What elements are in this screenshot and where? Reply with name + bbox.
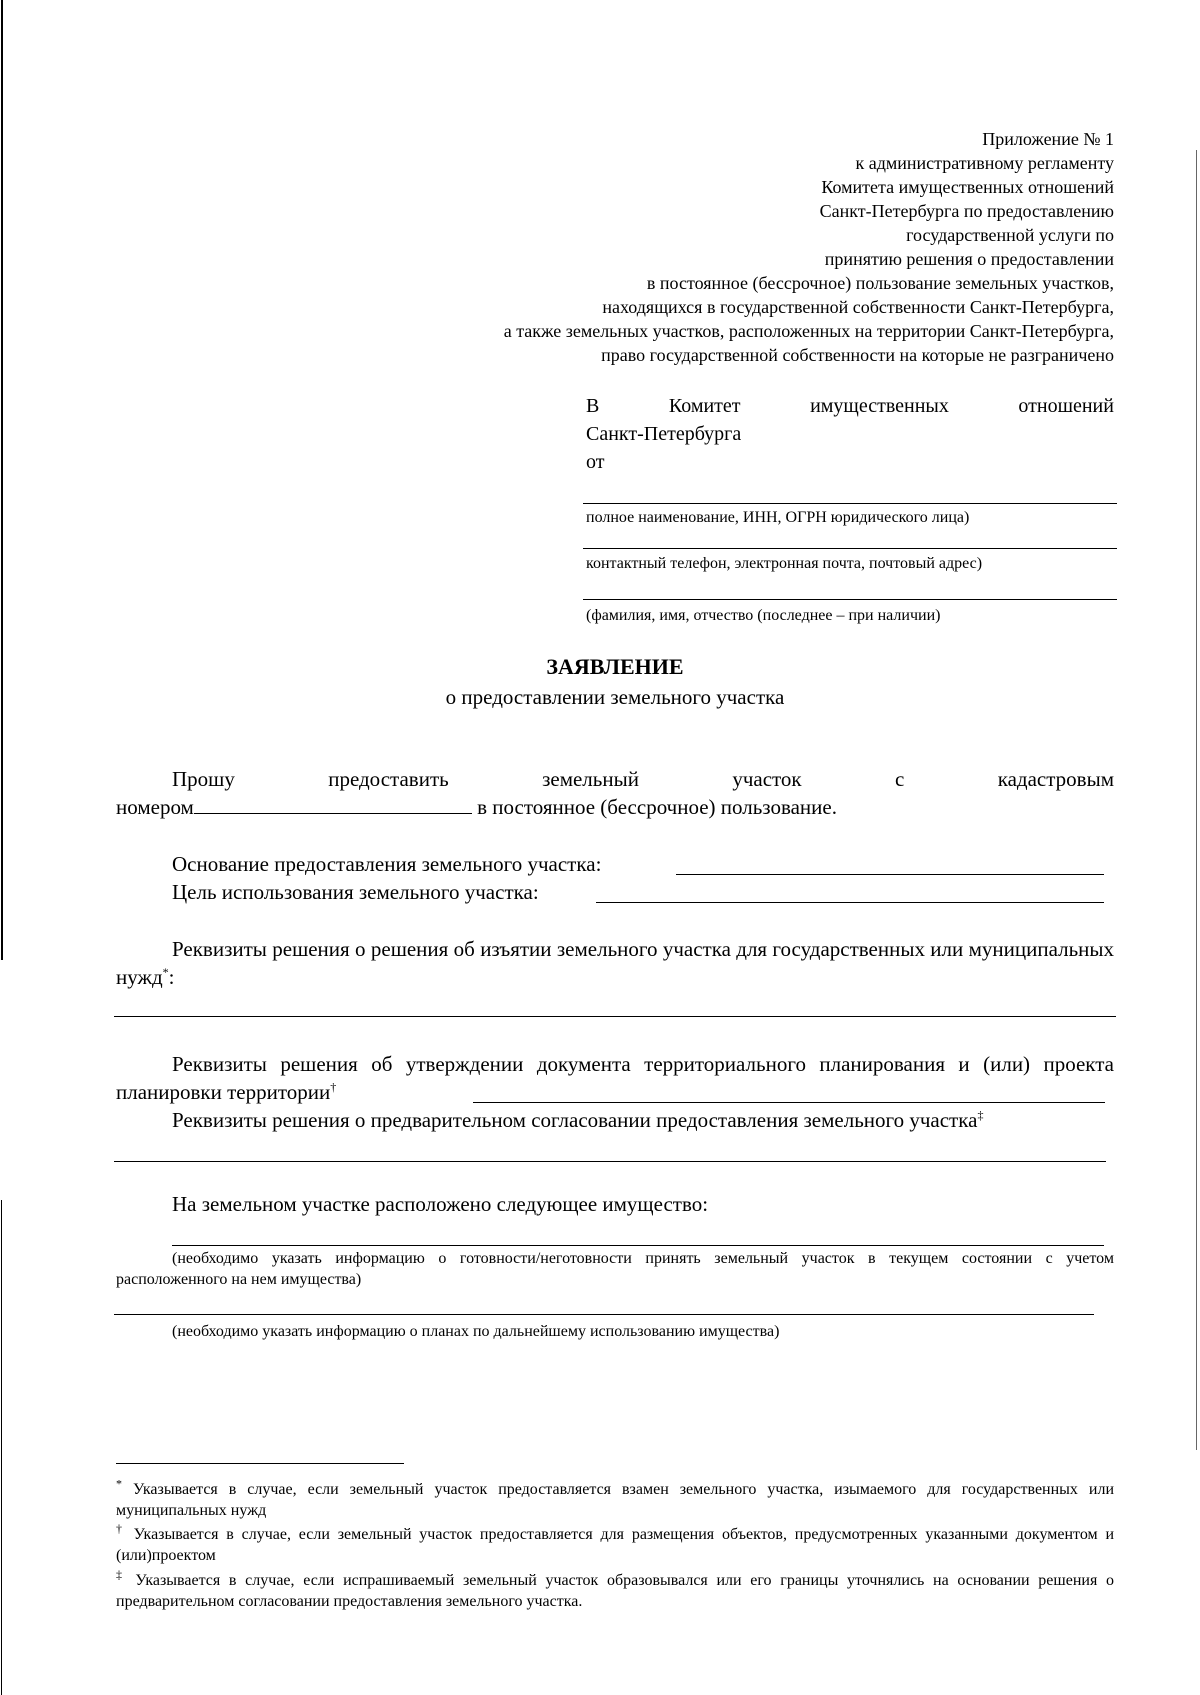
field-line-contacts <box>583 548 1117 549</box>
header-line: а также земельных участков, расположенных на территории Санкт-Петербурга, <box>503 321 1114 341</box>
footnote-mark: * <box>116 1476 122 1491</box>
header-line: Санкт-Петербурга по предоставлению <box>819 201 1114 221</box>
request-line-2-start: номером <box>116 795 194 819</box>
property-note: (необходимо указать информацию о готовности/неготовности принять земельный участок в текущем состоянии с учетом расположенного на нем имущества) <box>116 1250 1114 1288</box>
purpose-row <box>172 878 539 906</box>
addressee-word: В <box>586 395 600 417</box>
footnote-ref: † <box>330 1080 337 1094</box>
request-line-2-end: в постоянное (бессрочное) пользование. <box>471 795 837 819</box>
caption-organization: полное наименование, ИНН, ОГРН юридического лица) <box>586 509 970 526</box>
footnote-ref: ‡ <box>977 1108 984 1122</box>
footnote-ref: * <box>162 965 169 979</box>
footnote-3 <box>116 1567 1115 1612</box>
caption-fullname: (фамилия, имя, отчество (последнее – при наличии) <box>586 607 941 624</box>
footnote-separator <box>116 1463 404 1464</box>
field-line-organization <box>583 503 1117 504</box>
field-line-fullname <box>583 599 1117 600</box>
header-line: Комитета имущественных отношений <box>821 177 1114 197</box>
prelim-text: Реквизиты решения о предварительном согласовании предоставления земельного участка <box>172 1108 978 1132</box>
request-word: предоставить <box>328 767 449 791</box>
addressee-line-3: от <box>586 451 605 473</box>
header-line: находящихся в государственной собственности Санкт-Петербурга, <box>602 297 1114 317</box>
request-word: с <box>895 767 905 791</box>
seizure-text: Реквизиты решения о решения об изъятии земельного участка для государственных или муниципальных нужд <box>116 937 1114 989</box>
document-subtitle: о предоставлении земельного участка <box>445 685 785 709</box>
addressee-word: Комитет <box>668 395 741 417</box>
planning-field[interactable] <box>473 1102 1105 1103</box>
header-line: право государственной собственности на которые не разграничено <box>601 345 1114 365</box>
plans-field[interactable] <box>114 1314 1094 1315</box>
header-line: в постоянное (бессрочное) пользование земельных участков, <box>646 273 1114 293</box>
seizure-paragraph <box>116 935 1114 991</box>
request-word: Прошу <box>172 767 235 791</box>
purpose-field[interactable] <box>596 902 1104 903</box>
planning-paragraph <box>116 1050 1114 1106</box>
request-word: земельный <box>542 767 639 791</box>
request-word: участок <box>732 767 802 791</box>
footnote-1 <box>116 1476 1114 1521</box>
header-line: Приложение № 1 <box>982 129 1114 149</box>
cadastral-number-field[interactable] <box>194 793 472 814</box>
footnote-2 <box>116 1521 1115 1566</box>
planning-text: Реквизиты решения об утверждении документа территориального планирования и (или) проекта планировки территории <box>116 1052 1114 1104</box>
request-line-2 <box>116 793 837 821</box>
scan-edge-left-lower <box>1 1200 2 1695</box>
header-line: принятию решения о предоставлении <box>824 249 1114 269</box>
header-line: к административному регламенту <box>855 153 1114 173</box>
basis-label: Основание предоставления земельного участка: <box>172 852 602 876</box>
addressee-word: отношений <box>1018 395 1114 417</box>
footnote-mark: ‡ <box>116 1567 127 1582</box>
footnote-text: Указывается в случае, если земельный участок предоставляется взамен земельного участка, изымаемого для государственных или муниципальных нужд <box>116 1481 1114 1519</box>
addressee-line-2: Санкт-Петербурга <box>586 423 742 445</box>
footnote-mark: † <box>116 1521 126 1536</box>
footnote-text: Указывается в случае, если земельный участок предоставляется для размещения объектов, предусмотренных указанными документом и (или)проектом <box>116 1526 1115 1564</box>
seizure-colon: : <box>168 965 175 989</box>
prelim-paragraph <box>172 1106 983 1134</box>
seizure-field[interactable] <box>114 1016 1116 1017</box>
request-word: кадастровым <box>997 767 1114 791</box>
purpose-label: Цель использования земельного участка: <box>172 880 539 904</box>
caption-contacts: контактный телефон, электронная почта, почтовый адрес) <box>586 555 983 572</box>
plans-note: (необходимо указать информацию о планах по дальнейшему использованию имущества) <box>172 1323 780 1340</box>
prelim-field[interactable] <box>114 1161 1106 1162</box>
property-field[interactable] <box>172 1245 1104 1246</box>
basis-row <box>172 850 601 878</box>
scan-edge-left <box>1 0 3 960</box>
basis-field[interactable] <box>676 874 1104 875</box>
addressee-word: имущественных <box>810 395 949 417</box>
scan-edge-right <box>1196 150 1197 1450</box>
header-line: государственной услуги по <box>906 225 1114 245</box>
footnote-text: Указывается в случае, если испрашиваемый земельный участок образовывался или его границы уточнялись на основании решения о предварительном согласовании предоставления земельного участка. <box>116 1572 1115 1610</box>
document-title: ЗАЯВЛЕНИЕ <box>546 654 684 679</box>
request-line-1 <box>172 765 1114 793</box>
addressee-line-1 <box>586 393 1114 420</box>
property-label: На земельном участке расположено следующее имущество: <box>172 1192 709 1216</box>
